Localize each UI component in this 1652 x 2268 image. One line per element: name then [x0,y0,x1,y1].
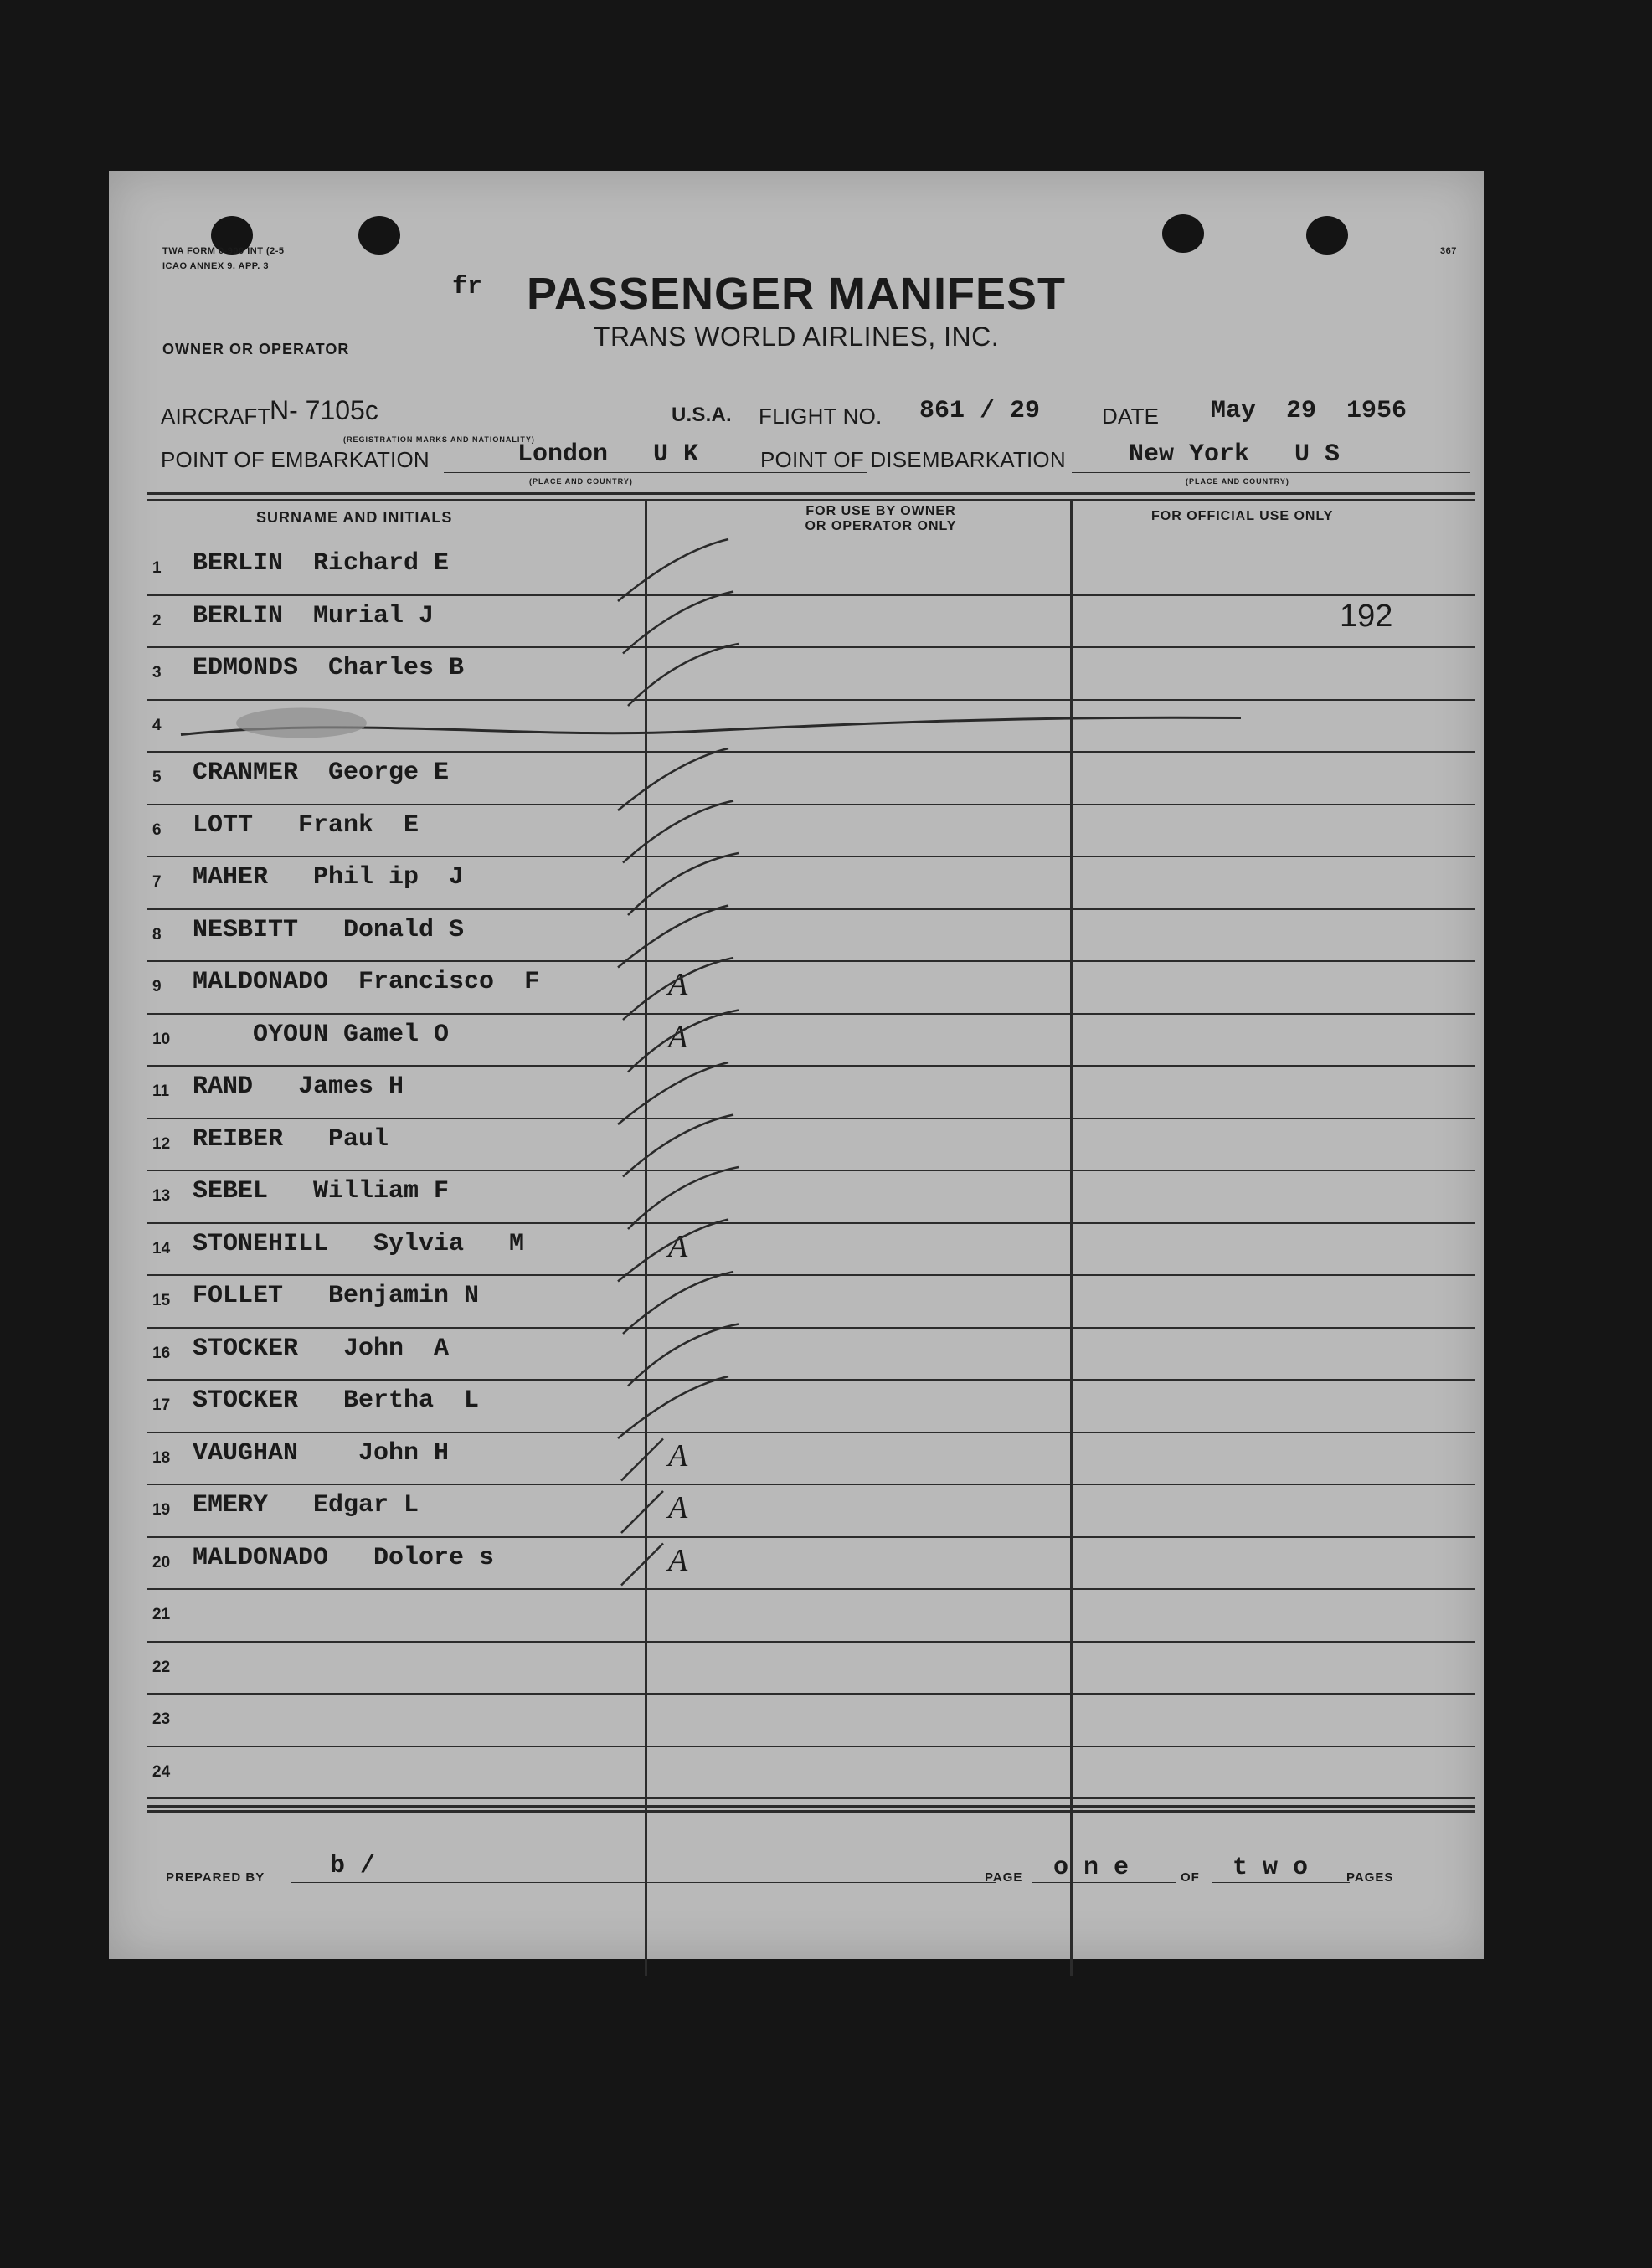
flight-value: 861 / 29 [919,397,1041,425]
passenger-name: CRANMER George E [193,759,450,787]
punch-hole [358,216,400,255]
prepared-by-value: b / [330,1852,376,1880]
operator-mark: A [668,1228,688,1264]
operator-mark: A [668,1542,688,1578]
operator-mark: A [668,1019,688,1055]
row-rule [147,1327,1475,1329]
col-surname-header: SURNAME AND INITIALS [256,509,453,526]
passenger-name: NESBITT Donald S [193,915,465,944]
passenger-name: EMERY Edgar L [193,1491,419,1520]
operator-mark: A [668,967,688,1002]
row-rule [147,1693,1475,1695]
aircraft-value: N- 7105c [270,395,378,425]
official-use-value: 192 [1340,598,1393,634]
table-bottom-rule [147,1805,1475,1808]
row-rule [147,594,1475,596]
row-number: 22 [152,1658,171,1676]
prepared-by-label: PREPARED BY [166,1870,265,1885]
page-value: o n e [1053,1854,1130,1882]
passenger-name: BERLIN Murial J [193,601,435,630]
row-number: 4 [152,716,162,734]
col-owner-header-1: FOR USE BY OWNER [805,504,956,518]
row-number: 17 [152,1396,171,1414]
disembarkation-underline [1072,472,1470,473]
row-number: 14 [152,1239,171,1257]
passenger-name: SEBEL William F [193,1177,450,1206]
check-stroke [618,748,728,810]
row-rule [147,1013,1475,1015]
row-number: 7 [152,873,162,891]
flight-label: FLIGHT NO. [759,404,883,429]
passenger-name: REIBER Paul [193,1124,389,1154]
check-stroke [618,1062,728,1124]
date-label: DATE [1102,404,1160,429]
check-stroke [623,1272,733,1334]
row-rule [147,1746,1475,1747]
punch-hole [1306,216,1348,255]
row-rule [147,1797,1475,1799]
passenger-name: RAND James H [193,1072,404,1101]
passenger-name: FOLLET Benjamin N [193,1282,480,1310]
row-rule [147,856,1475,857]
row-rule [147,908,1475,910]
table-top-rule [147,499,1475,501]
pages-label: PAGES [1346,1870,1394,1885]
row-number: 9 [152,978,162,995]
row-rule [147,1222,1475,1224]
passenger-name: VAUGHAN John H [193,1438,450,1468]
row-rule [147,1536,1475,1538]
row-number: 23 [152,1710,171,1728]
row-number: 13 [152,1187,171,1205]
row-rule [147,1118,1475,1119]
row-number: 2 [152,611,162,630]
check-stroke [618,539,728,601]
embarkation-label: POINT OF EMBARKATION [161,447,430,472]
registration-note: (REGISTRATION MARKS AND NATIONALITY) [343,435,535,444]
of-value: t w o [1233,1854,1309,1882]
row-number: 5 [152,769,162,786]
passenger-name: STONEHILL Sylvia M [193,1229,525,1258]
row-number: 21 [152,1606,171,1623]
page-title: PASSENGER MANIFEST [526,269,1067,319]
column-divider [1070,501,1073,1976]
check-stroke [618,906,728,968]
aircraft-label: AIRCRAFT [161,404,271,429]
table-top-rule [147,492,1475,495]
row-rule [147,699,1475,701]
passenger-name: STOCKER John A [193,1334,450,1363]
passenger-name: MALDONADO Francisco F [193,968,540,996]
row-rule [147,1065,1475,1067]
row-number: 15 [152,1292,171,1309]
place-note-disembark: (PLACE AND COUNTRY) [1186,477,1289,486]
passenger-name: MAHER Phil ip J [193,863,465,892]
col-official-header: FOR OFFICIAL USE ONLY [1151,509,1334,523]
passenger-name: BERLIN Richard E [193,549,450,578]
row-rule [147,1379,1475,1381]
row-rule [147,960,1475,962]
punch-hole [1162,214,1204,253]
row-number: 24 [152,1762,171,1781]
page-subtitle: TRANS WORLD AIRLINES, INC. [593,321,1000,352]
passenger-name: OYOUN Gamel O [193,1020,450,1049]
row-number: 16 [152,1344,171,1362]
operator-mark: A [668,1490,688,1525]
row-number: 11 [152,1083,170,1100]
strike-through-line [181,717,1241,734]
embarkation-value: London U K [517,440,699,469]
prepared-underline [291,1882,996,1883]
manifest-sheet [109,171,1484,1959]
disembarkation-value: New York U S [1129,440,1341,469]
passenger-name: EDMONDS Charles B [193,654,465,682]
row-number: 1 [152,559,162,577]
check-stroke [621,1544,663,1586]
handwritten-annotation: fr [452,273,483,301]
row-rule [147,804,1475,805]
check-stroke [618,1376,728,1438]
row-rule [147,1588,1475,1590]
row-rule [147,1432,1475,1433]
row-rule [147,1641,1475,1643]
col-owner-header-2: OR OPERATOR ONLY [805,519,957,533]
page-underline [1032,1882,1176,1883]
date-value: May 29 1956 [1211,397,1408,425]
owner-operator-label: OWNER OR OPERATOR [162,341,350,357]
check-stroke [623,801,733,863]
of-underline [1212,1882,1350,1883]
corner-number: 367 [1440,246,1457,256]
check-stroke [623,592,733,654]
row-rule [147,1484,1475,1485]
row-number: 19 [152,1501,171,1519]
row-number: 6 [152,820,162,839]
place-note-embark: (PLACE AND COUNTRY) [529,477,633,486]
row-number: 10 [152,1030,171,1048]
row-number: 8 [152,925,162,944]
row-rule [147,1170,1475,1171]
row-rule [147,751,1475,753]
passenger-name: MALDONADO Dolore s [193,1543,495,1572]
row-rule [147,1274,1475,1276]
of-label: OF [1181,1870,1200,1885]
row-number: 3 [152,664,162,681]
ink-smudge [236,708,367,738]
check-stroke [623,1115,733,1177]
form-code-line2: ICAO ANNEX 9. APP. 3 [162,261,269,271]
check-stroke [621,1439,663,1481]
passenger-name: STOCKER Bertha L [193,1386,480,1415]
usa-label: U.S.A. [672,404,732,426]
page-label: PAGE [985,1870,1023,1885]
row-number: 20 [152,1553,171,1571]
column-divider [645,501,647,1976]
row-number: 18 [152,1448,171,1467]
table-bottom-rule [147,1810,1475,1813]
row-number: 12 [152,1134,171,1153]
row-rule [147,646,1475,648]
disembarkation-label: POINT OF DISEMBARKATION [760,447,1066,472]
form-code-line1: TWA FORM 0-900 INT (2-5 [162,246,285,256]
passenger-name: LOTT Frank E [193,810,419,840]
operator-mark: A [668,1437,688,1473]
check-stroke [621,1491,663,1533]
